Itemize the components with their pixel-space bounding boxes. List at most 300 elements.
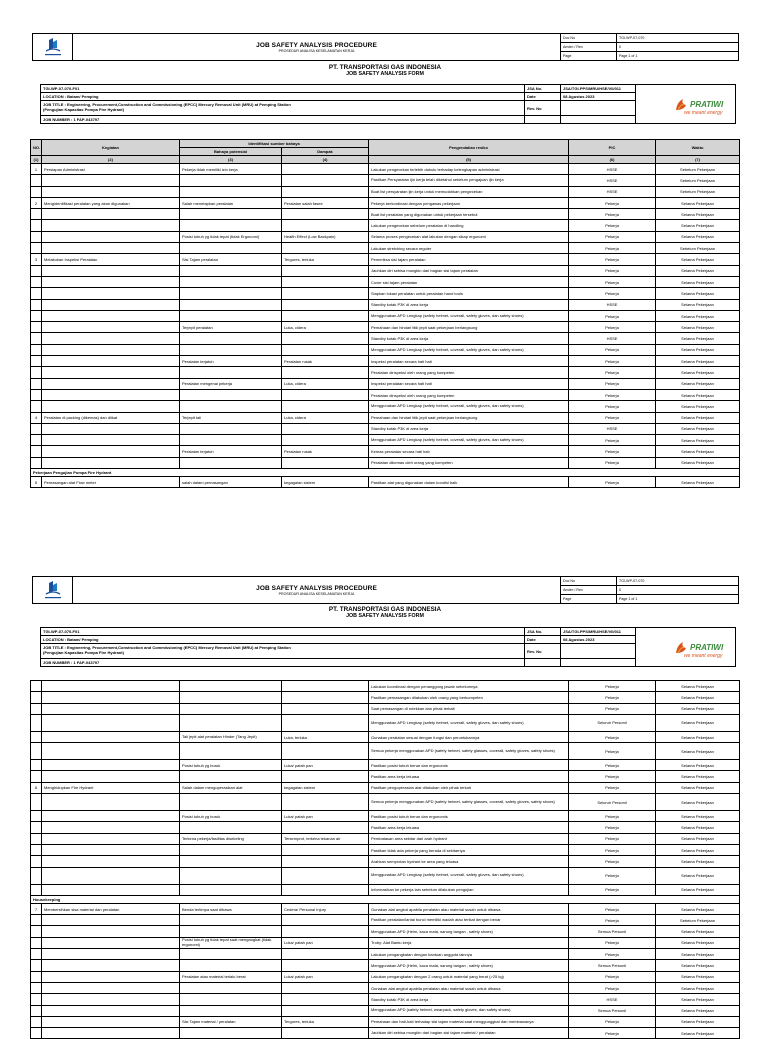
date-value: 08 Agustus 2023 (561, 93, 636, 101)
table-row (31, 209, 740, 220)
table-row (31, 254, 740, 265)
row-bahaya (180, 344, 282, 355)
row-kegiatan (42, 401, 180, 412)
row-no (31, 960, 42, 971)
row-bahaya: Salah dalam mengoperasikan alat (180, 782, 282, 793)
table-row (31, 265, 740, 276)
table-row (31, 288, 740, 299)
row-kegiatan (42, 982, 180, 993)
row-pic: Pekerja (569, 856, 656, 867)
procedure-title: JOB SAFETY ANALYSIS PROCEDURE (256, 41, 377, 49)
row-dampak: Cedera/ Personal Injury (282, 903, 369, 914)
table-row (31, 760, 740, 771)
row-waktu: Selama Pekerjaan (656, 356, 740, 367)
row-waktu: Selama Pekerjaan (656, 344, 740, 355)
col-pengendalian: Pengendalian resiko (369, 140, 569, 156)
table-row (31, 844, 740, 855)
row-pic: Pekerja (569, 681, 656, 692)
table-row (31, 389, 740, 400)
row-bahaya: Sisi Tajam material / peralatan (180, 1016, 282, 1027)
row-pic: Pekerja (569, 310, 656, 321)
table-row (31, 794, 740, 811)
row-pic: Pekerja (569, 322, 656, 333)
table-row (31, 276, 740, 287)
row-no (31, 926, 42, 937)
row-dampak (282, 276, 369, 287)
row-no (31, 423, 42, 434)
row-pengendalian: Lakukan pengangkatan dengan bantuan anggota lainnya (369, 949, 569, 960)
row-dampak: kegagalan sistem (282, 477, 369, 488)
row-no (31, 937, 42, 948)
table-row (31, 703, 740, 714)
row-pic: Pekerja (569, 457, 656, 468)
table-row (31, 1016, 740, 1027)
row-bahaya: Tali jepit alat peralatan Hinder (Tang Jepit) (180, 731, 282, 742)
row-dampak: Peralatan salah fasee (282, 197, 369, 208)
row-no (31, 356, 42, 367)
table-row (31, 243, 740, 254)
row-pic: Pekerja (569, 435, 656, 446)
row-no (31, 971, 42, 982)
row-dampak (282, 265, 369, 276)
table-row (31, 743, 740, 760)
row-no (31, 310, 42, 321)
row-pengendalian: Menggunakan APD (safety helmet, wearpack, safety gloves, dan safety shoes) (369, 1005, 569, 1016)
row-dampak (282, 856, 369, 867)
table-row (31, 186, 740, 197)
row-waktu: Selama Pekerjaan (656, 903, 740, 914)
row-dampak (282, 209, 369, 220)
row-bahaya (180, 299, 282, 310)
row-dampak (282, 1028, 369, 1039)
row-waktu: Selama Pekerjaan (656, 731, 740, 742)
page-label: Page (561, 595, 617, 604)
rev-value (561, 101, 636, 116)
row-waktu: Selama Pekerjaan (656, 367, 740, 378)
row-pengendalian: Gunakan alat angkut apabila peralatan atau material susah untuk dibawa (369, 982, 569, 993)
row-kegiatan (42, 960, 180, 971)
row-dampak (282, 681, 369, 692)
row-pic: Pekerja (569, 477, 656, 488)
row-no (31, 401, 42, 412)
col-dampak: Dampak (282, 148, 369, 156)
jsa-table-page-2 (30, 680, 740, 1039)
row-pic: Seluruh Personil (569, 794, 656, 811)
row-bahaya (180, 822, 282, 833)
row-dampak (282, 164, 369, 175)
row-kegiatan (42, 231, 180, 242)
row-dampak (282, 714, 369, 731)
row-no (31, 378, 42, 389)
amend-label: Amdm / Rev (561, 43, 617, 52)
row-kegiatan: Mengidentifikasi peralatan yang akan digunakan (42, 197, 180, 208)
row-pengendalian: Lakukan pengangkatan dengan 2 orang untuk material yang berat (>25 kg) (369, 971, 569, 982)
table-row (31, 982, 740, 993)
col-number: (3) (180, 156, 282, 164)
row-no (31, 884, 42, 895)
row-kegiatan (42, 867, 180, 884)
company-heading (32, 606, 738, 619)
row-pic: Pekerja (569, 446, 656, 457)
row-kegiatan (42, 378, 180, 389)
row-pic: Pekerja (569, 903, 656, 914)
col-number: (4) (282, 156, 369, 164)
row-pic: Pekerja (569, 867, 656, 884)
job-title (41, 644, 525, 659)
brand-word: PRATIWI (690, 100, 724, 109)
row-no (31, 714, 42, 731)
row-bahaya (180, 771, 282, 782)
row-dampak: Luka, cidera (282, 378, 369, 389)
row-waktu: Sebelum Pekerjaan (656, 186, 740, 197)
row-pengendalian: Saat pemasangan di rutekkan dan pihak terkait (369, 703, 569, 714)
row-pengendalian: Menggunakan APD Lengkap (safety helmet, coverall, safety gloves, dan safety shoes) (369, 435, 569, 446)
job-info-table (40, 627, 736, 667)
row-kegiatan: Menghidupkan Fire Hydrant (42, 782, 180, 793)
row-bahaya: salah dalam pemasangan (180, 477, 282, 488)
table-row (31, 220, 740, 231)
row-pengendalian: Gunakan peralatan sesuai dengan fungsi dan peruntukannya (369, 731, 569, 742)
row-bahaya: Posisi tubuh yg buruk (180, 760, 282, 771)
row-kegiatan (42, 356, 180, 367)
row-waktu: Selama Pekerjaan (656, 231, 740, 242)
job-title-line-1: JOB TITLE : Engineering, Procurement,Construction and Commissioning (EPCC) Mercury Removal Unit (MRU) at Pemping Station (43, 102, 291, 108)
row-pengendalian: Menggunakan APD Lengkap (safety helmet, coverall, safety gloves, dan safety shoes) (369, 714, 569, 731)
row-pic: Pekerja (569, 915, 656, 926)
row-waktu: Selama Pekerjaan (656, 299, 740, 310)
row-no (31, 344, 42, 355)
table-row (31, 856, 740, 867)
row-pic: Pekerja (569, 771, 656, 782)
row-no (31, 811, 42, 822)
row-pic: Seluruh Personil (569, 714, 656, 731)
col-pic: PIC (569, 140, 656, 156)
table-row (31, 344, 740, 355)
row-no (31, 322, 42, 333)
row-kegiatan (42, 186, 180, 197)
row-dampak (282, 389, 369, 400)
row-waktu: Selama Pekerjaan (656, 833, 740, 844)
row-pengendalian: Menggunakan APD Lengkap (safety helmet, coverall, safety gloves, dan safety shoes) (369, 401, 569, 412)
row-pengendalian: Pemahaan dan hindari titik jepit saat pekerjaan berlangsung (369, 322, 569, 333)
row-pengendalian: Lakukan pengecekan sebelum peralatan di handling (369, 220, 569, 231)
procedure-subtitle: PROSEDUR ANALISA KESELAMATAN KERJA (278, 48, 355, 53)
table-row (31, 867, 740, 884)
row-dampak: Tergores, terluka (282, 254, 369, 265)
row-kegiatan (42, 731, 180, 742)
col-number: (5) (369, 156, 569, 164)
row-pengendalian: Menggunakan APD Lengkap (safety helmet, coverall, safety gloves, dan safety shoes) (369, 310, 569, 321)
row-waktu: Selama Pekerjaan (656, 949, 740, 960)
row-kegiatan (42, 220, 180, 231)
col-number: (7) (656, 156, 740, 164)
row-no (31, 867, 42, 884)
document-header (32, 576, 739, 604)
row-dampak (282, 401, 369, 412)
row-no: 1 (31, 164, 42, 175)
row-dampak: Luka/ patah pan (282, 811, 369, 822)
row-dampak (282, 299, 369, 310)
row-no (31, 231, 42, 242)
row-kegiatan (42, 265, 180, 276)
row-dampak (282, 960, 369, 971)
row-bahaya (180, 692, 282, 703)
table-row (31, 714, 740, 731)
row-pengendalian: Semua pekerja menggunakan APD (safety helmet, safety glasses, coverall, safety gloves, safety shoes) (369, 743, 569, 760)
row-dampak: Luka/ patah pan (282, 971, 369, 982)
row-pengendalian: Pastikan alat yang digunakan dalam kondisi baik (369, 477, 569, 488)
row-pengendalian: Pemahaan dan hati-hati terhadap sisi tajam material saat menggunggkat dan membawanya (369, 1016, 569, 1027)
row-kegiatan (42, 288, 180, 299)
table-row (31, 310, 740, 321)
row-bahaya (180, 220, 282, 231)
row-no (31, 743, 42, 760)
row-no: 6 (31, 782, 42, 793)
row-no (31, 367, 42, 378)
row-kegiatan (42, 1016, 180, 1027)
table-row (31, 367, 740, 378)
row-pengendalian: Inspeksi peralatan secara hati hati (369, 378, 569, 389)
row-dampak: Tersemprot, terkena tekanan air (282, 833, 369, 844)
row-waktu: Selama Pekerjaan (656, 822, 740, 833)
row-dampak: kegagalan sistem (282, 782, 369, 793)
row-pengendalian: Gunakan alat angkut apabila peralatan atau material susah untuk dibawa (369, 903, 569, 914)
row-pengendalian: Troby: Alat Bantu kerja (369, 937, 569, 948)
row-pengendalian: Pemahaan dan hindari titik jepit saat pekerjaan berlangsung (369, 412, 569, 423)
row-bahaya (180, 435, 282, 446)
row-pic: HSSE (569, 423, 656, 434)
row-no (31, 771, 42, 782)
location: LOCATION : Batam/ Pemping (41, 93, 525, 101)
row-pengendalian: Pastikan area kerja leluasa (369, 771, 569, 782)
row-pic: Pekerja (569, 276, 656, 287)
row-no (31, 446, 42, 457)
row-no (31, 457, 42, 468)
row-waktu: Selama Pekerjaan (656, 982, 740, 993)
row-kegiatan (42, 1028, 180, 1039)
row-kegiatan (42, 822, 180, 833)
form-number: TGI-WP-07-070-F01 (41, 85, 525, 93)
row-kegiatan (42, 209, 180, 220)
row-bahaya: Pekerja tidak memiliki izin kerja (180, 164, 282, 175)
row-kegiatan (42, 367, 180, 378)
row-pengendalian: Arahkan semprotan hydrant ke area yang leluasa (369, 856, 569, 867)
row-pengendalian: Jauhkan diri sebisa mungkin dari bagian sisi tajam peralatan (369, 265, 569, 276)
row-dampak (282, 844, 369, 855)
row-pic: Pekerja (569, 731, 656, 742)
table-row (31, 937, 740, 948)
row-waktu: Selama Pekerjaan (656, 1005, 740, 1016)
table-row (31, 299, 740, 310)
row-waktu: Selama Pekerjaan (656, 423, 740, 434)
row-bahaya (180, 1028, 282, 1039)
row-bahaya (180, 457, 282, 468)
row-pengendalian: Pembatasan area sekitar dari arah hydrant (369, 833, 569, 844)
row-pengendalian: Jauhkan diri sebisa mungkin dari bagian sisi tajam material / peralatan (369, 1028, 569, 1039)
row-no (31, 288, 42, 299)
row-pic: Pekerja (569, 412, 656, 423)
row-pic: Semua Personil (569, 960, 656, 971)
row-no (31, 276, 42, 287)
row-pic: Pekerja (569, 937, 656, 948)
col-kegiatan: Kegiatan (42, 140, 180, 156)
row-pengendalian: Menggunakan APD (Helm, kaca mata, sarung tangan , safety shoes) (369, 960, 569, 971)
job-title (41, 101, 525, 116)
row-no (31, 333, 42, 344)
form-name: JOB SAFETY ANALYSIS FORM (346, 613, 424, 619)
table-row (31, 356, 740, 367)
row-no (31, 1016, 42, 1027)
row-kegiatan: Persiapan Administrasi (42, 164, 180, 175)
jsa-rows-page-2 (31, 681, 740, 1039)
row-pic: Pekerja (569, 743, 656, 760)
row-pengendalian: Kemas peralatan secara hati hati (369, 446, 569, 457)
row-bahaya (180, 926, 282, 937)
table-row (31, 971, 740, 982)
row-pengendalian: Standby kotak P3K di area kerja (369, 333, 569, 344)
row-pengendalian: Semua pekerja menggunakan APD (safety helmet, safety glasses, coverall, safety gloves, safety shoes) (369, 794, 569, 811)
table-row (31, 811, 740, 822)
row-bahaya: Peralatan atau material terlalu berat (180, 971, 282, 982)
row-pic: Pekerja (569, 197, 656, 208)
row-waktu: Selama Pekerjaan (656, 884, 740, 895)
row-waktu: Selama Pekerjaan (656, 692, 740, 703)
row-dampak (282, 994, 369, 1005)
row-no (31, 731, 42, 742)
row-bahaya: Peralatan terjatuh (180, 356, 282, 367)
table-row (31, 322, 740, 333)
row-bahaya: Peralatan terjatuh (180, 446, 282, 457)
row-pic: HSSE (569, 175, 656, 186)
row-kegiatan (42, 856, 180, 867)
table-row (31, 423, 740, 434)
row-pic: Semua Personil (569, 926, 656, 937)
row-pengendalian: Peralatan dinspeksi oleh orang yang kompeten (369, 389, 569, 400)
row-no: 5 (31, 477, 42, 488)
row-kegiatan (42, 937, 180, 948)
row-dampak (282, 186, 369, 197)
row-waktu: Selama Pekerjaan (656, 477, 740, 488)
row-kegiatan (42, 833, 180, 844)
col-no: NO. (31, 140, 42, 156)
document-page-2 (0, 572, 768, 1036)
row-bahaya: Benda tertimpa saat dibawa (180, 903, 282, 914)
company-heading (32, 64, 738, 77)
page-value: Page 1 of 1 (617, 52, 739, 61)
row-no: 7 (31, 903, 42, 914)
row-pic: Pekerja (569, 982, 656, 993)
row-dampak (282, 794, 369, 811)
jsa-table-page-1 (30, 139, 740, 488)
doc-no-label: Doc No (561, 34, 617, 43)
row-no (31, 794, 42, 811)
row-kegiatan (42, 322, 180, 333)
company-name: PT. TRANSPORTASI GAS INDONESIA (328, 606, 442, 613)
date-label: Date (525, 93, 561, 101)
amend-label: Amdm / Rev (561, 586, 617, 595)
company-logo (33, 34, 73, 61)
row-no (31, 265, 42, 276)
table-row (31, 378, 740, 389)
row-kegiatan (42, 681, 180, 692)
col-bahaya: Bahaya potensial (180, 148, 282, 156)
table-row (31, 994, 740, 1005)
pratiwi-logo (670, 639, 730, 661)
row-dampak: Luka, terluka (282, 731, 369, 742)
row-dampak (282, 333, 369, 344)
row-bahaya (180, 265, 282, 276)
pratiwi-logo (670, 96, 730, 118)
row-dampak (282, 310, 369, 321)
row-pengendalian: Selama proses pengecekan alat lakukan dengan sikap ergonomi (369, 231, 569, 242)
row-no (31, 703, 42, 714)
amend-value: 0 (617, 43, 739, 52)
row-no (31, 994, 42, 1005)
section-title: Housekeeping (31, 895, 740, 903)
row-dampak (282, 175, 369, 186)
row-pengendalian: Menggunakan APD (Helm, kaca mata, sarung tangan , safety shoes) (369, 926, 569, 937)
row-kegiatan (42, 994, 180, 1005)
row-bahaya: Sisi Tajam peralatan (180, 254, 282, 265)
row-bahaya: Terjepit peralatan (180, 322, 282, 333)
row-dampak (282, 423, 369, 434)
row-no (31, 844, 42, 855)
row-pengendalian: Lakukan pengecekan terlebih dahulu terhadap kelengkapan administrasi (369, 164, 569, 175)
row-no (31, 856, 42, 867)
row-waktu: Selama Pekerjaan (656, 794, 740, 811)
row-pengendalian: Buat list persyaratan ijin kerja untuk memudahkan pengecekan (369, 186, 569, 197)
row-bahaya (180, 423, 282, 434)
row-dampak (282, 220, 369, 231)
row-waktu: Selama Pekerjaan (656, 960, 740, 971)
table-row (31, 822, 740, 833)
row-no (31, 243, 42, 254)
row-pic: Pekerja (569, 243, 656, 254)
doc-no-label: Doc No (561, 577, 617, 586)
row-waktu: Selama Pekerjaan (656, 867, 740, 884)
brand-tagline: we meant energy (684, 653, 723, 659)
row-pengendalian: Menggunakan APD Lengkap (safety helmet, coverall, safety gloves, dan safety shoes) (369, 344, 569, 355)
row-dampak (282, 435, 369, 446)
section-row (31, 469, 740, 477)
row-kegiatan (42, 915, 180, 926)
table-row (31, 1005, 740, 1016)
row-dampak: Luka/ patah pan (282, 937, 369, 948)
section-row (31, 895, 740, 903)
row-pic: Pekerja (569, 822, 656, 833)
row-waktu: Selama Pekerjaan (656, 782, 740, 793)
row-waktu: Selama Pekerjaan (656, 1016, 740, 1027)
row-pic: Pekerja (569, 949, 656, 960)
form-number: TGI-WP-07-070-F01 (41, 628, 525, 636)
job-info-table (40, 84, 736, 124)
row-dampak: Health Effect (Low Backpain) (282, 231, 369, 242)
row-bahaya (180, 401, 282, 412)
table-row (31, 446, 740, 457)
row-pengendalian: Buat list peralatan yang digunakan untuk pekerjaan tersebut (369, 209, 569, 220)
row-pic: Pekerja (569, 1028, 656, 1039)
row-kegiatan (42, 1005, 180, 1016)
row-pic: Pekerja (569, 703, 656, 714)
col-number: (1) (31, 156, 42, 164)
row-pic: Pekerja (569, 401, 656, 412)
row-waktu: Sebelum Pekerjaan (656, 915, 740, 926)
table-row (31, 833, 740, 844)
row-bahaya (180, 681, 282, 692)
row-dampak (282, 1005, 369, 1016)
row-waktu: Selama Pekerjaan (656, 714, 740, 731)
table-row (31, 915, 740, 926)
